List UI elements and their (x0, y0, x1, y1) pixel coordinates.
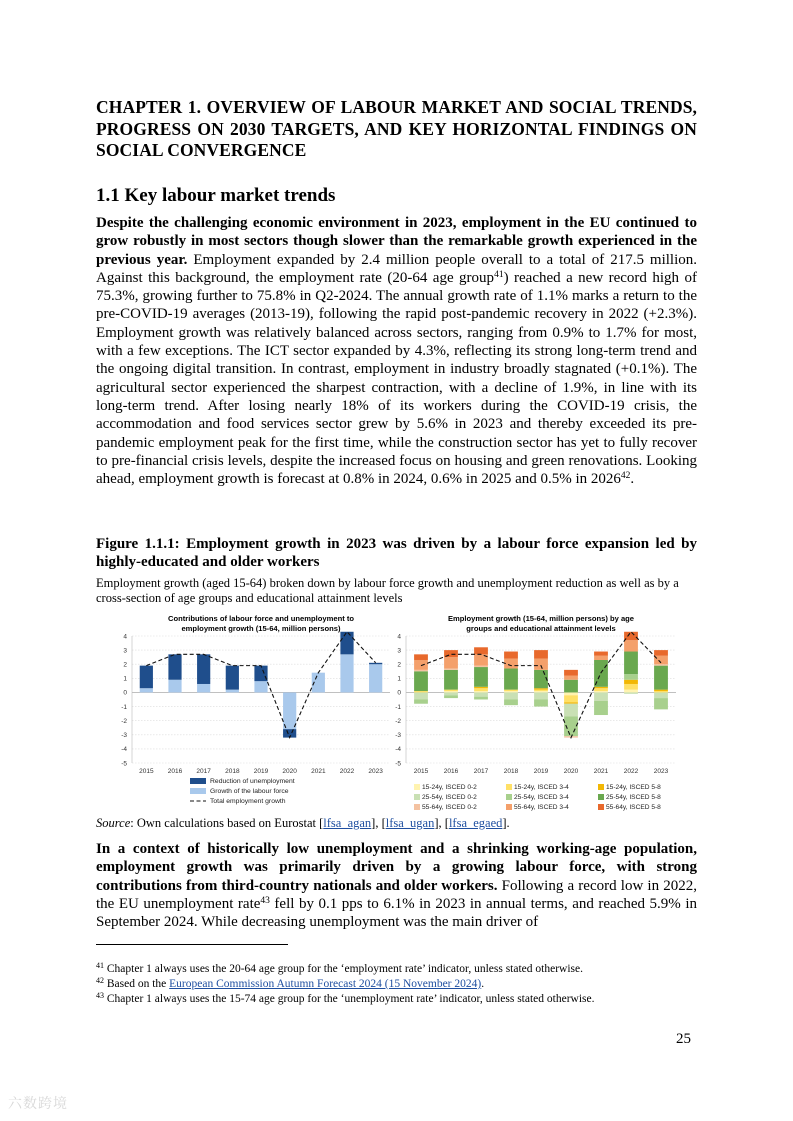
chart1-bar-growth-of-the-labour-force (340, 654, 353, 692)
chart2-x-tick: 2015 (413, 768, 429, 775)
chart2-bar-25-54y-isced-5-8 (474, 667, 488, 687)
chart2-bar-15-24y-isced-3-4 (594, 688, 608, 691)
chart1-y-tick: 4 (123, 633, 127, 641)
chart2-legend-swatch (598, 784, 604, 790)
chart1-y-tick: 3 (123, 647, 127, 655)
chart2-bar-25-54y-isced-0-2 (564, 704, 578, 717)
chart2-legend-label: 15-24y, ISCED 3-4 (514, 784, 569, 791)
footnote-ref-43[interactable]: 43 (260, 895, 270, 906)
chart1-legend-label: Growth of the labour force (210, 788, 289, 795)
chart1-y-tick: 0 (123, 689, 127, 697)
chart1-y-tick: 1 (123, 675, 127, 683)
chart2-bar-25-54y-isced-5-8 (444, 670, 458, 690)
chart2-bar-55-64y-isced-5-8 (474, 647, 488, 654)
chart2-x-tick: 2022 (623, 768, 639, 775)
chart2-bar-25-54y-isced-0-2 (534, 692, 548, 699)
chart2-bar-25-54y-isced-5-8 (564, 680, 578, 693)
chart2-bar-25-54y-isced-0-2 (414, 692, 428, 699)
chart2-bar-55-64y-isced-5-8 (594, 652, 608, 656)
chart2-bar-25-54y-isced-0-2 (624, 692, 638, 693)
chart1-title-line: employment growth (15-64, million persons) (181, 624, 341, 633)
chart2-bar-15-24y-isced-3-4 (504, 690, 518, 691)
chart2-y-tick: 3 (397, 647, 401, 655)
source-sep-2: ], [ (434, 816, 449, 830)
chart2-bar-55-64y-isced-5-8 (654, 650, 668, 656)
paragraph-2 (96, 840, 697, 931)
chart1-x-tick: 2019 (253, 768, 269, 775)
paragraph-1-text-a: Employment expanded by 2.4 million people overall to a total of 217.5 million. Against this background, the employment rate (20-64 age group (96, 251, 697, 286)
chart1-bar-reduction-of-unemployment (168, 654, 181, 679)
chart2-bar-25-54y-isced-3-4 (534, 700, 548, 707)
paragraph-1-text-c: . (630, 471, 635, 488)
chart2-x-tick: 2016 (443, 768, 459, 775)
chart2-x-tick: 2018 (503, 768, 519, 775)
chart2-bar-25-54y-isced-0-2 (474, 692, 488, 696)
chart2-bar-15-24y-isced-5-8 (654, 690, 668, 691)
chart2-x-tick: 2021 (593, 768, 609, 775)
chart1-y-tick: -4 (121, 746, 127, 754)
chart1-x-tick: 2017 (196, 768, 211, 775)
chart2-y-tick: -3 (395, 732, 401, 740)
chart2-bar-55-64y-isced-3-4 (534, 659, 548, 670)
footnote-42-after: . (481, 978, 485, 990)
chart2-legend-label: 15-24y, ISCED 5-8 (606, 784, 661, 791)
chart1-bar-growth-of-the-labour-force (369, 664, 382, 692)
source-link-lfsa-egaed[interactable]: lfsa_egaed (448, 816, 503, 830)
chart2-y-tick: 4 (397, 633, 401, 641)
footnote-43 (96, 992, 697, 1006)
footnote-42-text: Based on the (104, 978, 170, 990)
chart1-legend-swatch (190, 788, 206, 794)
chart2-bar-25-54y-isced-0-2 (504, 692, 518, 699)
source-text: : Own calculations based on Eurostat [ (130, 816, 324, 830)
chart-age-education (392, 610, 682, 820)
footnote-41-num: 41 (96, 961, 104, 970)
footnote-42-num: 42 (96, 976, 104, 985)
footnote-43-text: Chapter 1 always uses the 15-74 age group for the ‘unemployment rate’ indicator, unless stated otherwise. (104, 993, 595, 1005)
chart2-legend-label: 25-54y, ISCED 3-4 (514, 794, 569, 801)
chart1-title-line: Contributions of labour force and unemployment to (167, 614, 355, 623)
chart1-x-tick: 2022 (339, 768, 355, 775)
chart2-legend-swatch (598, 794, 604, 800)
watermark: 六数跨境 (8, 1096, 68, 1112)
source-link-lfsa-ugan[interactable]: lfsa_ugan (385, 816, 435, 830)
chart2-bar-25-54y-isced-3-4 (594, 701, 608, 715)
chart2-bar-15-24y-isced-3-4 (564, 695, 578, 702)
chart1-y-tick: 2 (123, 661, 127, 669)
chart1-bar-reduction-of-unemployment (369, 663, 382, 664)
chart2-bar-55-64y-isced-0-2 (474, 666, 488, 667)
chart2-legend-swatch (506, 804, 512, 810)
chart2-bar-15-24y-isced-3-4 (474, 688, 488, 691)
chart2-bar-25-54y-isced-3-4 (654, 698, 668, 709)
chart2-bar-15-24y-isced-5-8 (624, 680, 638, 684)
paragraph-2-lead: In a context of historically low unemployment and a shrinking working-age population, employment growth was primarily driven by a growing labour force, with strong contributions from third-country nationals and older workers. (96, 841, 697, 894)
chart2-bar-25-54y-isced-3-4 (474, 697, 488, 700)
chart2-y-tick: 2 (397, 661, 401, 669)
chart2-title-line: Employment growth (15-64, million persons) by age (447, 614, 635, 623)
chart1-x-tick: 2018 (225, 768, 240, 775)
chart1-bar-growth-of-the-labour-force (226, 690, 239, 693)
source-link-lfsa-agan[interactable]: lfsa_agan (323, 816, 372, 830)
footnote-41-text: Chapter 1 always uses the 20-64 age group for the ‘employment rate’ indicator, unless stated otherwise. (104, 963, 583, 975)
chart2-bar-55-64y-isced-0-2 (654, 664, 668, 665)
chart1-legend-swatch (190, 778, 206, 784)
footnote-43-num: 43 (96, 991, 104, 1000)
chart2-bar-55-64y-isced-3-4 (504, 659, 518, 669)
chart2-bar-25-54y-isced-3-4 (444, 695, 458, 698)
chart2-y-tick: -4 (395, 746, 401, 754)
chart2-legend-label: 15-24y, ISCED 0-2 (422, 784, 477, 791)
chart1-bar-growth-of-the-labour-force (254, 681, 267, 692)
footnote-ref-41[interactable]: 41 (494, 269, 504, 280)
chart2-y-tick: -2 (395, 717, 401, 725)
chart2-bar-15-24y-isced-5-8 (534, 688, 548, 689)
chart2-bar-55-64y-isced-0-2 (444, 668, 458, 669)
chart2-x-tick: 2023 (653, 768, 669, 775)
chart2-bar-15-24y-isced-0-2 (474, 691, 488, 692)
chart1-bar-reduction-of-unemployment (140, 666, 153, 689)
chart2-legend-swatch (506, 784, 512, 790)
chart2-x-tick: 2020 (563, 768, 579, 775)
chart2-bar-15-24y-isced-0-2 (624, 690, 638, 693)
chart1-x-tick: 2021 (311, 768, 326, 775)
chart2-bar-25-54y-isced-5-8 (654, 666, 668, 690)
chart2-bar-15-24y-isced-3-4 (624, 684, 638, 690)
chart2-bar-55-64y-isced-0-2 (414, 670, 428, 671)
chart2-legend-label: 55-64y, ISCED 5-8 (606, 804, 661, 811)
page-number: 25 (676, 1031, 691, 1047)
paragraph-1-text-b: ) reached a new record high of 75.3%, growing further to 75.8% in Q2-2024. The annual growth rate of 1.1% marks a return to the pre-COVID-19 averages (2013-19), following the rapid post-pandemic recovery in 2022 (+2.3%). Employment growth was relatively balanced across sectors, ranging from 0.9% to 1.7% for most, with a few exceptions. The ICT sector expanded by 4.3%, reflecting its strong long-term trend and the ongoing digital transition. In contrast, employment in industry broadly stagnated (+0.1%). The agricultural sector experienced the sharpest contraction, with a decline of 1.9%, in line with its long-term trend. After losing nearly 18% of its workers during the COVID-19 crisis, the accommodation and food services sector grew by 5.6% in 2023 and thereby exceeded its pre-pandemic employment peak for the first time, while the construction sector has yet to fully recover to pre-financial crisis levels, despite the increased focus on housing and green renovations. Looking ahead, employment growth is forecast at 0.8% in 2024, 0.6% in 2025 and 0.5% in 2026 (96, 269, 697, 488)
chart-contributions-svg (114, 610, 396, 815)
chart-age-education-svg (392, 610, 682, 815)
chart2-x-tick: 2019 (533, 768, 549, 775)
chart2-title-line: groups and educational attainment levels (466, 624, 616, 633)
chart1-bar-reduction-of-unemployment (254, 666, 267, 682)
chart2-x-tick: 2017 (473, 768, 489, 775)
chart1-y-tick: -2 (121, 717, 127, 725)
footnote-42 (96, 977, 697, 991)
figure-source (96, 816, 510, 831)
chart2-bar-55-64y-isced-3-4 (624, 640, 638, 651)
chart1-legend-label: Reduction of unemployment (210, 778, 295, 785)
footnote-41 (96, 962, 697, 976)
chart2-legend-label: 55-64y, ISCED 0-2 (422, 804, 477, 811)
chart2-legend-swatch (414, 794, 420, 800)
chart1-bar-growth-of-the-labour-force (197, 684, 210, 692)
chart2-bar-25-54y-isced-5-8 (414, 671, 428, 691)
footnote-ref-42[interactable]: 42 (620, 471, 631, 482)
chart1-x-tick: 2015 (139, 768, 154, 775)
chart2-bar-15-24y-isced-3-4 (414, 691, 428, 692)
chart2-bar-15-24y-isced-0-2 (534, 691, 548, 692)
chart2-bar-55-64y-isced-5-8 (414, 654, 428, 660)
chart2-bar-25-54y-isced-0-2 (594, 692, 608, 700)
chart2-legend-swatch (414, 784, 420, 790)
chart1-y-tick: -3 (121, 732, 127, 740)
chart2-bar-15-24y-isced-3-4 (444, 690, 458, 691)
footnote-42-link[interactable]: European Commission Autumn Forecast 2024 (15 November 2024) (169, 978, 482, 990)
chart2-bar-25-54y-isced-5-8 (534, 670, 548, 688)
chart2-bar-55-64y-isced-5-8 (534, 650, 548, 658)
chart1-x-tick: 2023 (368, 768, 383, 775)
chart2-bar-25-54y-isced-0-2 (444, 692, 458, 695)
source-sep-1: ], [ (371, 816, 386, 830)
figure-subtitle: Employment growth (aged 15-64) broken down by labour force growth and unemployment reduction as well as by a cross-section of age groups and educational attainment levels (96, 576, 679, 605)
chart2-bar-15-24y-isced-3-4 (654, 691, 668, 692)
chart1-bar-growth-of-the-labour-force (140, 688, 153, 692)
chart2-bar-15-24y-isced-0-2 (564, 692, 578, 695)
chart2-bar-55-64y-isced-5-8 (504, 652, 518, 659)
chart1-bar-reduction-of-unemployment (226, 666, 239, 690)
chart2-y-tick: 1 (397, 675, 401, 683)
chart1-x-tick: 2020 (282, 768, 297, 775)
paragraph-2-text-a: Following a record low in 2022, the EU unemployment rate (96, 877, 698, 912)
chart2-legend-swatch (598, 804, 604, 810)
chapter-title: CHAPTER 1. OVERVIEW OF LABOUR MARKET AND SOCIAL TRENDS, PROGRESS ON 2030 TARGETS, AND KEY HORIZONTAL FINDINGS ON SOCIAL CONVERGENCE (96, 97, 697, 160)
chart1-legend-label: Total employment growth (210, 798, 286, 805)
chart2-bar-55-64y-isced-3-4 (564, 676, 578, 680)
chart2-bar-25-54y-isced-0-2 (654, 692, 668, 698)
chart2-bar-55-64y-isced-3-4 (444, 657, 458, 668)
paragraph-1 (96, 214, 697, 488)
chart2-bar-25-54y-isced-3-4 (504, 700, 518, 706)
chart1-bar-growth-of-the-labour-force (168, 680, 181, 693)
chart1-bar-reduction-of-unemployment (197, 654, 210, 684)
chart2-bar-15-24y-isced-0-2 (504, 691, 518, 692)
chart2-bar-15-24y-isced-0-2 (594, 691, 608, 692)
chart2-legend-label: 25-54y, ISCED 5-8 (606, 794, 661, 801)
chart2-bar-25-54y-isced-5-8 (504, 668, 518, 689)
figure-title: Figure 1.1.1: Employment growth in 2023 was driven by a labour force expansion led by highly-educated and older workers (96, 536, 697, 571)
chart2-y-tick: -1 (395, 703, 401, 711)
chart1-y-tick: -1 (121, 703, 127, 711)
chart2-bar-15-24y-isced-5-8 (594, 687, 608, 688)
chart2-bar-15-24y-isced-5-8 (474, 687, 488, 688)
source-end: ]. (502, 816, 510, 830)
chart-contributions (114, 610, 396, 820)
chart2-bar-15-24y-isced-0-2 (444, 691, 458, 692)
chart2-bar-25-54y-isced-3-4 (414, 700, 428, 704)
paragraph-2-text-b: fell by 0.1 pps to 6.1% in 2023 in annual terms, and reached 5.9% in September 2024. While decreasing unemployment was the main driver of (96, 895, 697, 931)
chart2-y-tick: -5 (395, 760, 401, 768)
source-label: Source (96, 816, 131, 830)
section-title: 1.1 Key labour market trends (96, 185, 336, 206)
chart2-bar-25-54y-isced-3-4 (624, 674, 638, 680)
footnote-rule (96, 944, 288, 945)
chart2-y-tick: 0 (397, 689, 401, 697)
chart1-bar-reduction-of-unemployment (340, 632, 353, 655)
chart1-y-tick: -5 (121, 760, 127, 768)
chart2-legend-label: 55-64y, ISCED 3-4 (514, 804, 569, 811)
chart1-bar-growth-of-the-labour-force (283, 692, 296, 729)
chart1-x-tick: 2016 (167, 768, 183, 775)
chart2-bar-55-64y-isced-5-8 (564, 670, 578, 676)
chart2-bar-25-54y-isced-5-8 (624, 652, 638, 675)
paragraph-1-lead: Despite the challenging economic environment in 2023, employment in the EU continued to grow robustly in most sectors though slower than the remarkable growth experienced in the previous year. (96, 215, 697, 268)
chart2-bar-15-24y-isced-5-8 (564, 702, 578, 703)
chart2-legend-label: 25-54y, ISCED 0-2 (422, 794, 477, 801)
chart2-bar-55-64y-isced-3-4 (594, 656, 608, 660)
chart2-legend-swatch (506, 794, 512, 800)
chart2-bar-55-64y-isced-3-4 (414, 660, 428, 670)
chart2-bar-15-24y-isced-3-4 (534, 690, 548, 691)
chart2-legend-swatch (414, 804, 420, 810)
